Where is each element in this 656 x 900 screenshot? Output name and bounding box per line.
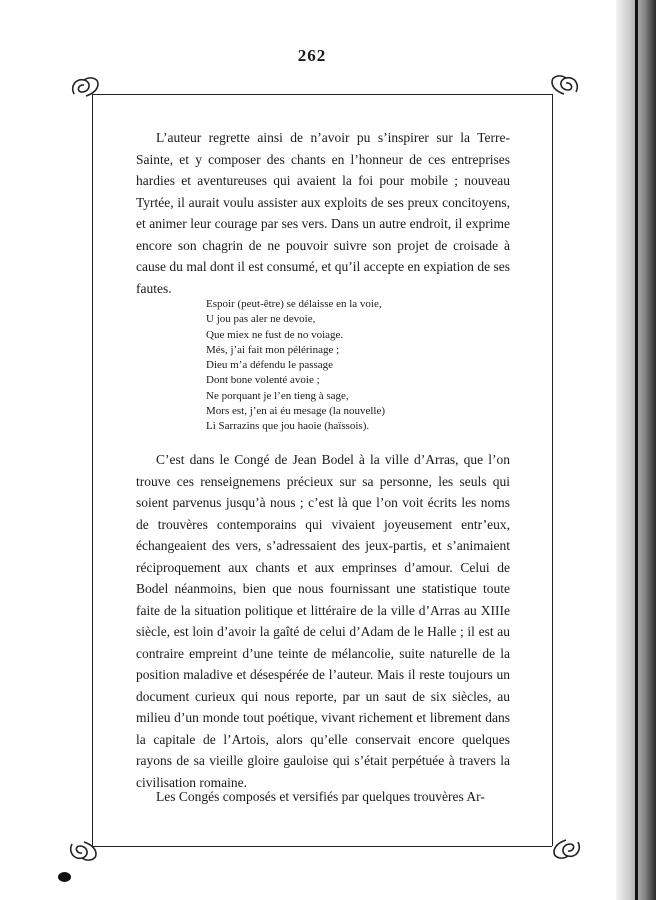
paragraph-3-text: Les Congés composés et versifiés par quelques trouvères Ar- xyxy=(156,789,485,804)
verse-line: Que miex ne fust de no voiage. xyxy=(206,328,344,341)
frame-bottom-rule xyxy=(92,846,552,847)
frame-left-rule xyxy=(92,94,93,846)
corner-ornament-bottom-left-icon xyxy=(66,838,100,864)
paragraph-1 xyxy=(136,127,510,299)
paragraph-2-text: C’est dans le Congé de Jean Bodel à la ville d’Arras, que l’on trouve ces renseignemens précieux sur sa personne, les seuls qui soient parvenus jusqu’à nous ; c’est là que l’on voit écrits les noms de trouvères contemporains qui vivaient joyeusement entr’eux, échangeaient des vers, s’adressaient des jeux-partis, et s’animaient réciproquement aux chants et aux emprinses d’amour. Celui de Bodel néanmoins, bien que nous fournissant une statistique toute faite de la situation politique et littéraire de la ville d’Arras au XIIIe siècle, est loin d’avoir la gaîté de celui d’Adam de le Halle ; il est au contraire empreint d’une teinte de mélancolie, suite naturelle de la position maladive et désespérée de l’auteur. Mais il reste toujours un document curieux qui nous reporte, par un saut de six siècles, au milieu d’un monde tout poétique, vivant richement et librement dans la capitale de l’Artois, alors qu’elle conservait encore quelques rayons de sa vieille gloire gauloise qui s’était perpétuée à travers la civilisation romaine. xyxy=(136,452,510,790)
verse-line: Dont bone volenté avoie ; xyxy=(206,374,320,387)
paragraph-3 xyxy=(136,786,510,808)
paragraph-1-text: L’auteur regrette ainsi de n’avoir pu s’inspirer sur la Terre-Sainte, et y composer des chants en l’honneur de ces entreprises hardies et aventureuses qui avaient la foi pour mobile ; nouveau Tyrtée, il aurait voulu assister aux exploits de ses preux concitoyens, et animer leur courage par ses vers. Dans un autre endroit, il exprime encore son chagrin de ne pouvoir suivre son projet de croisade à cause du mal dont il est consumé, et qu’il accepte en expiation de ses fautes. xyxy=(136,130,510,296)
verse-quotation xyxy=(206,297,446,435)
corner-ornament-top-left-icon xyxy=(68,74,102,100)
verse-line: Mors est, j’en ai éu mesage (la nouvelle) xyxy=(206,405,385,418)
verse-line: Espoir (peut-être) se délaisse en la voie, xyxy=(206,298,382,310)
verse-line: U jou pas aler ne devoie, xyxy=(206,313,316,326)
verse-line: Més, j’ai fait mon pélérinage ; xyxy=(206,343,340,356)
frame-top-rule xyxy=(92,94,552,95)
corner-ornament-top-right-icon xyxy=(548,72,582,98)
verse-line: Li Sarrazins que jou haoie (haïssois). xyxy=(206,420,370,433)
frame-right-rule xyxy=(552,94,553,846)
corner-ornament-bottom-right-icon xyxy=(550,836,584,862)
ink-blot-mark xyxy=(58,872,71,882)
paragraph-2 xyxy=(136,449,510,793)
verse-line: Ne porquant je l’en tieng à sage, xyxy=(206,389,349,402)
page-number: 262 xyxy=(297,46,327,65)
verse-line: Dieu m’a défendu le passage xyxy=(206,359,334,372)
page-edge-line xyxy=(635,0,638,900)
